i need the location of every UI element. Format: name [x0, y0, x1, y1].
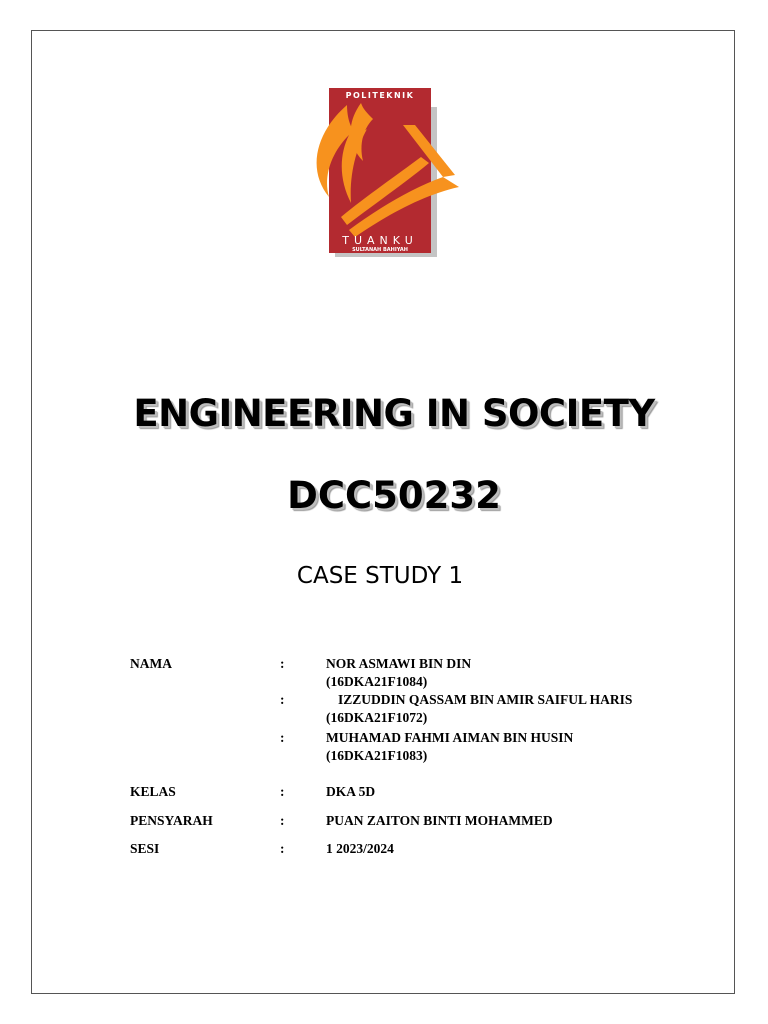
member-name: NOR ASMAWI BIN DIN [326, 656, 472, 671]
pensyarah-value: PUAN ZAITON BINTI MOHAMMED [326, 813, 553, 828]
sesi-label: SESI [130, 841, 160, 856]
course-code: DCC50232 [287, 474, 501, 517]
member-name: IZZUDDIN QASSAM BIN AMIR SAIFUL HARIS [338, 692, 633, 707]
member-colon: : [280, 692, 285, 707]
nama-colon: : [280, 656, 285, 671]
pensyarah-label: PENSYARAH [130, 813, 213, 828]
logo-top-text: POLITEKNIK [345, 91, 415, 100]
member-id: (16DKA21F1084) [326, 674, 428, 689]
member-name: MUHAMAD FAHMI AIMAN BIN HUSIN [326, 730, 574, 745]
case-study-heading: CASE STUDY 1 [296, 563, 464, 589]
kelas-colon: : [280, 784, 285, 799]
logo-bottom-text: TUANKU [342, 234, 418, 247]
kelas-label: KELAS [130, 784, 176, 799]
member-id: (16DKA21F1083) [326, 748, 428, 763]
document-title: ENGINEERING IN SOCIETY [133, 392, 655, 435]
kelas-value: DKA 5D [326, 784, 376, 799]
logo-bottom-subtext: SULTANAH BAHIYAH [352, 247, 408, 253]
pensyarah-colon: : [280, 813, 285, 828]
member-id: (16DKA21F1072) [326, 710, 428, 725]
nama-label: NAMA [130, 656, 172, 671]
sesi-colon: : [280, 841, 285, 856]
sesi-value: 1 2023/2024 [326, 841, 394, 856]
member-colon: : [280, 730, 285, 745]
